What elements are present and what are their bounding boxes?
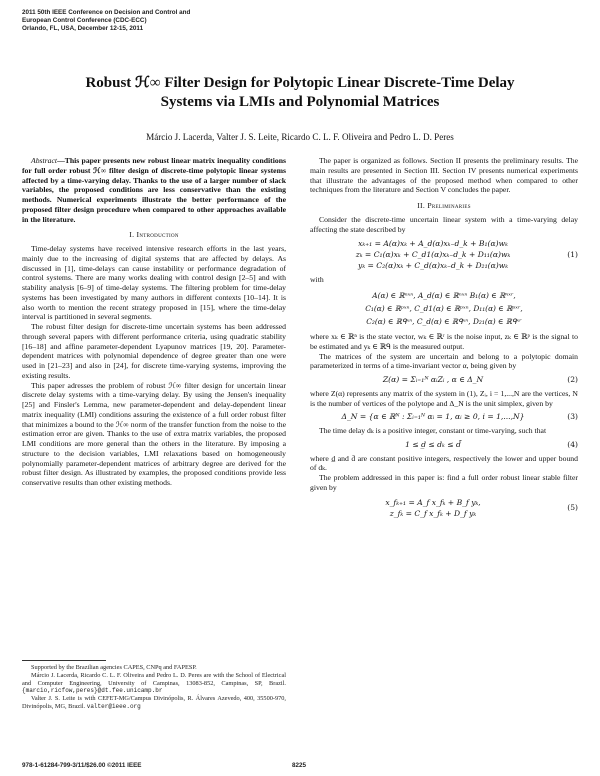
equation-1-body: [310, 238, 556, 271]
problem-paragraph: The problem addressed in this paper is: find a full order robust linear stable filter given by: [310, 473, 578, 492]
title-line-1: Robust ℋ∞ Filter Design for Polytopic Linear Discrete-Time Delay: [85, 75, 515, 91]
matrix-dimensions: [310, 289, 578, 328]
footnote-email-2[interactable]: valter@ieee.org: [86, 702, 141, 710]
intro-paragraph-2: The robust filter design for discrete-time uncertain systems has been addressed through several papers with different performance criteria, using quadratic stability [16–18] and affine parameter-dependent Lyapunov matrices [19, 20]. Parameter-dependent matrices with polynomial dependence of degree greater than one were used in [21–23] and also in [24], for discrete time-varying systems, improving the existing results.: [22, 322, 286, 380]
equation-1: [310, 238, 578, 271]
with-label: with: [310, 275, 324, 285]
delay-paragraph: The time delay dₖ is a positive integer, constant or time-varying, such that: [319, 426, 547, 435]
footnote-affiliation-2-text: Valter J. S. Leite is with CEFET-MG/Campus Divinópolis, R. Álvares Azevedo, 400, 35500-970, Divinópolis, MG, Brazil.: [22, 695, 286, 710]
equation-1-line-3: yₖ = C₂(α)xₖ + C_d(α)xₖ₋d_k + D₂₁(α)wₖ: [358, 261, 508, 271]
preliminaries-heading: II. Preliminaries: [417, 201, 471, 210]
footnote-rule: [22, 660, 106, 661]
equation-3-body: Δ_N = {α ∈ ℝᴺ : Σᵢ₌₁ᴺ αᵢ = 1, αᵢ ≥ 0, i = 1,...,N}: [341, 412, 525, 422]
conference-header: [22, 9, 262, 33]
abstract-lead: Abstract: [31, 156, 58, 165]
conference-line-1: 2011 50th IEEE Conference on Decision and Control and: [22, 9, 191, 16]
footnote-affiliation-2: [22, 695, 286, 711]
right-column: [310, 156, 578, 523]
equation-5-number: (5): [567, 502, 578, 512]
system-intro-paragraph: Consider the discrete-time uncertain linear system with a time-varying delay affecting the state described by: [310, 214, 578, 234]
page-number: 8225: [292, 762, 307, 769]
equation-5-line-1: x_fₖ₊₁ = A_f x_fₖ + B_f yₖ,: [385, 497, 481, 507]
footnotes: [22, 660, 286, 711]
footnote-email-1[interactable]: {marcio,ricfow,peres}@dt.fee.unicamp.br: [22, 687, 163, 695]
equation-4-number: (4): [567, 439, 578, 449]
equation-1-line-2: zₖ = C₁(α)xₖ + C_d1(α)xₖ₋d_k + D₁₁(α)wₖ: [355, 250, 511, 260]
title-line-2: Systems via LMIs and Polynomial Matrices: [160, 94, 440, 110]
author-list: Márcio J. Lacerda, Valter J. S. Leite, Ricardo C. L. F. Oliveira and Pedro L. D. Peres: [146, 132, 454, 142]
matrix-dimensions-row-1: A(α) ∈ ℝⁿˣⁿ, A_d(α) ∈ ℝⁿˣⁿ B₁(α) ∈ ℝⁿˣʳ,: [372, 291, 516, 300]
intro-heading: I. Introduction: [129, 230, 179, 240]
equation-3-number: (3): [567, 412, 578, 422]
footnote-affiliation-1: [22, 672, 286, 695]
paper-title: [40, 74, 560, 112]
intro-paragraph-1: Time-delay systems have received intensive research efforts in the last years, mainly due to the increasing of digital systems that are affected by delays. As discussed in [1], time-delays can cause instability or performance degradation of control systems. There are many works dealing with control design [2–5] and with stability analysis [6–9] of time-delay systems. The filtering problem for time-delay systems has been investigated by many authors in different contexts [10–14]. It is also worth to mention the recent strategy proposed in [15], where the time-delay interval is partitioned in several segments.: [22, 244, 286, 322]
footnote-funding: Supported by the Brazilian agencies CAPES, CNPq and FAPESP.: [31, 664, 197, 671]
polytopic-paragraph: The matrices of the system are uncertain and belong to a polytopic domain parameterized in terms of a time-invariant vector α, being given by: [310, 351, 578, 371]
organization-paragraph: The paper is organized as follows. Section II presents the preliminary results. The main results are presented in Section III. Section IV presents numerical experiments that illustrate the advantages of the proposed method when compared to other techniques from the literature and Section V concludes the paper.: [310, 156, 578, 195]
conference-line-3: Orlando, FL, USA, December 12-15, 2011: [22, 25, 144, 32]
equation-1-number: (1): [567, 249, 578, 259]
equation-2: [310, 375, 578, 385]
equation-1-line-1: xₖ₊₁ = A(α)xₖ + A_d(α)xₖ₋d_k + B₁(α)wₖ: [358, 239, 508, 249]
matrix-dimensions-row-2: C₁(α) ∈ ℝᵖˣⁿ, C_d1(α) ∈ ℝᵖˣⁿ, D₁₁(α) ∈ ℝᵖˣʳ,: [365, 304, 523, 313]
equation-2-body: Z(α) = Σᵢ₌₁ᴺ αᵢZᵢ , α ∈ Δ_N: [382, 375, 484, 384]
equation-5: [310, 497, 578, 519]
conference-line-2: European Control Conference (CDC-ECC): [22, 17, 147, 24]
abstract-text: This paper presents new robust linear matrix inequality conditions for full order robust ℋ∞ filter design of discrete-time polytopic linear systems affected by a time-varying delay. Thanks to the use of a larger number of slack variables, the proposed conditions are less conservative than the existing methods. Numerical experiments illustrate the better performance of the proposed filter design procedure when compared to other approaches available in the literature.: [22, 156, 286, 224]
equation-4-body: 1 ≤ d̲ ≤ dₖ ≤ d̄: [405, 439, 461, 449]
isbn-copyright: 978-1-61284-799-3/11/$26.00 ©2011 IEEE: [22, 762, 142, 769]
bounds-paragraph: where d̲ and d̄ are constant positive integers, respectively the lower and upper bound of dₖ.: [310, 453, 578, 473]
footnote-affiliation-1-text: Márcio J. Lacerda, Ricardo C. L. F. Oliveira and Pedro L. D. Peres are with the School of Electrical and Computer Engineering, University of Campinas, 13083-852, Campinas, SP, Brazil.: [22, 671, 286, 687]
vertices-paragraph: where Z(α) represents any matrix of the system in (1), Zᵢ, i = 1,...,N are the vertices, N is the number of vertices of the polytope and Δ_N is the unit simplex, given by: [310, 388, 578, 408]
abstract-dash: —: [57, 156, 65, 165]
equation-2-number: (2): [567, 375, 578, 384]
left-column: [22, 156, 286, 488]
equation-5-line-2: z_fₖ = C_f x_fₖ + D_f yₖ: [389, 508, 477, 518]
equation-4: [310, 440, 578, 450]
abstract: [22, 156, 286, 224]
equation-5-body: [310, 497, 556, 519]
equation-3: [310, 412, 578, 422]
intro-paragraph-3: This paper adresses the problem of robust ℋ∞ filter design for uncertain linear discrete delay systems with a time-varying delay. By using the Jensen's inequality [25] and Finsler's Lemma, new parameter-dependent and delay-dependent linear matrix inequality (LMI) conditions assuring the existence of a full order robust filter that minimizes a bound to the ℋ∞ norm of the transfer function from the noise to the estimation error are given. Thanks to the use of extra matrix variables, the proposed LMI conditions are more general than the others in the literature. By imposing a structure to the decision variables, LMI relaxations based on homogeneously polynomially parameter-dependent matrices of arbitrary degree are derived for the robust filter design. As illustrated by examples, the proposed conditions provide less conservative results than other existing methods.: [22, 380, 286, 487]
matrix-dimensions-row-3: C₂(α) ∈ ℝᑫˣⁿ, C_d(α) ∈ ℝᑫˣⁿ, D₂₁(α) ∈ ℝᑫˣʳ: [366, 317, 522, 326]
signal-definitions: where xₖ ∈ ℝⁿ is the state vector, wₖ ∈ ℝʳ is the noise input, zₖ ∈ ℝᵖ is the signal to be estimated and yₖ ∈ ℝᑫ is the measured output.: [310, 332, 578, 351]
